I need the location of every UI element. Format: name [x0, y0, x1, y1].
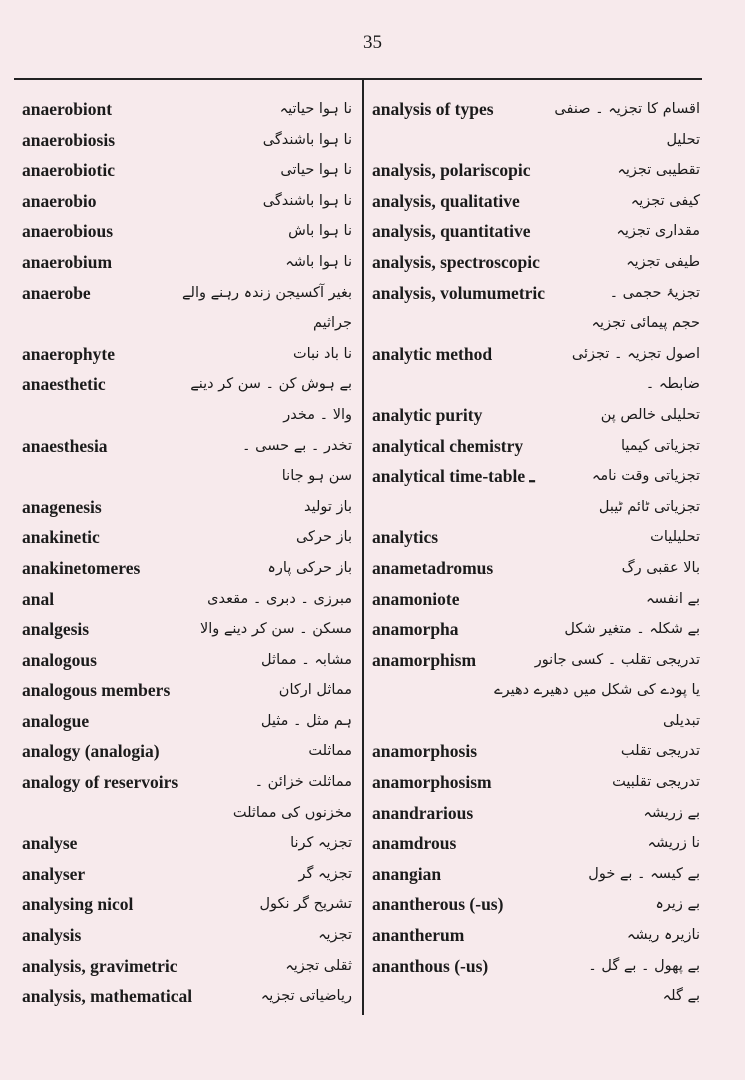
- dictionary-entry: [372, 798, 704, 829]
- dictionary-entry: [372, 492, 704, 523]
- urdu-definition-continuation: ضابطہ ۔: [645, 376, 700, 393]
- dictionary-entry: [22, 247, 356, 278]
- english-term: anametadromus: [372, 557, 494, 578]
- english-term: anaerobe: [22, 282, 91, 303]
- dictionary-entry: [372, 553, 704, 584]
- english-term: anamoniote: [372, 588, 460, 609]
- english-term: analysis, polariscopic: [372, 160, 531, 181]
- urdu-definition: نا ہوا باشندگی: [262, 131, 352, 148]
- urdu-definition: تقطیبی تجزیہ: [617, 162, 700, 179]
- urdu-definition: مماثل ارکان: [278, 682, 352, 699]
- urdu-definition: ثقلی تجزیہ: [285, 957, 352, 974]
- dictionary-entry: [372, 339, 704, 370]
- english-term: analogy (analogia): [22, 741, 160, 762]
- english-term: analysis of types: [372, 99, 494, 119]
- dictionary-entry: [372, 584, 704, 615]
- dictionary-entry: [22, 951, 356, 982]
- english-term: analysis, spectroscopic: [372, 251, 540, 272]
- dictionary-entry: [372, 706, 704, 737]
- urdu-definition: تدریجی تقلب: [620, 743, 700, 760]
- urdu-definition: مماثلت خزائن ۔: [254, 774, 352, 791]
- english-term: analytical time-table ـ: [372, 466, 535, 487]
- english-term: anaerobiotic: [22, 160, 116, 181]
- dictionary-entry: [372, 981, 704, 1012]
- dictionary-entry: [22, 920, 356, 951]
- dictionary-entry: [372, 859, 704, 890]
- urdu-definition: نا ہوا باشہ: [285, 253, 352, 270]
- urdu-definition: تجزیہ کرنا: [290, 835, 352, 852]
- dictionary-entry: [22, 798, 356, 829]
- urdu-definition: اقسام کا تجزیہ ۔ صنفی: [554, 101, 700, 117]
- english-term: anantherum: [372, 925, 465, 946]
- urdu-definition-continuation: تجزیاتی ٹائم ٹیبل: [598, 498, 700, 515]
- urdu-definition: نا ہوا باشندگی: [262, 192, 352, 209]
- dictionary-entry: [22, 859, 356, 890]
- urdu-definition: کیفی تجزیہ: [630, 192, 700, 209]
- urdu-definition: مسکن ۔ سن کر دینے والا: [199, 621, 352, 638]
- urdu-definition-continuation: سن ہو جانا: [281, 468, 352, 485]
- dictionary-entry: [372, 767, 704, 798]
- english-term: ananthous (-us): [372, 955, 489, 976]
- english-term: anaesthesia: [22, 435, 108, 456]
- english-term: analysis: [22, 925, 82, 946]
- dictionary-entry: [22, 522, 356, 553]
- urdu-definition: اصول تجزیہ ۔ تجزئی: [571, 345, 700, 362]
- english-term: anaerobious: [22, 221, 114, 242]
- urdu-definition: تدریجی تقلبیت: [612, 774, 700, 791]
- dictionary-entry: [372, 522, 704, 553]
- english-term: analysis, volumumetric: [372, 282, 546, 303]
- dictionary-entry: [22, 828, 356, 859]
- english-term: analysis, gravimetric: [22, 955, 178, 976]
- dictionary-entry: [22, 431, 356, 462]
- urdu-definition: ہم مثل ۔ مثیل: [260, 712, 352, 729]
- dictionary-entry: [22, 125, 356, 156]
- urdu-definition: تجزیہ: [318, 927, 352, 944]
- urdu-definition-continuation: جراثیم: [312, 315, 352, 332]
- urdu-definition: نا ہوا حیاتیہ: [279, 101, 352, 117]
- column-divider: [362, 80, 364, 1015]
- urdu-definition-continuation: یا پودے کی شکل میں دھیرے دھیرے: [494, 682, 700, 699]
- english-term: anaerophyte: [22, 343, 116, 364]
- urdu-definition-continuation: مخزنوں کی مماثلت: [232, 804, 352, 821]
- english-term: anamorphism: [372, 649, 477, 670]
- urdu-definition: نازیرہ ریشہ: [626, 927, 700, 944]
- urdu-definition: مقداری تجزیہ: [616, 223, 700, 240]
- dictionary-entry: [372, 889, 704, 920]
- urdu-definition: مماثلت: [308, 743, 352, 760]
- urdu-definition: بے کیسہ ۔ بے خول: [588, 865, 700, 882]
- english-term: anandrarious: [372, 802, 474, 823]
- dictionary-entry: [372, 278, 704, 309]
- dictionary-entry: [22, 308, 356, 339]
- english-term: analogous: [22, 649, 97, 670]
- dictionary-entry: [372, 94, 704, 125]
- english-term: analyser: [22, 863, 86, 884]
- urdu-definition: نا ہوا حیاتی: [280, 162, 352, 179]
- urdu-definition: بے زیرہ: [655, 896, 700, 913]
- dictionary-entry: [372, 400, 704, 431]
- urdu-definition: بے زریشہ: [643, 804, 700, 821]
- dictionary-entry: [22, 400, 356, 431]
- dictionary-entry: [372, 461, 704, 492]
- urdu-definition-continuation: حجم پیمائی تجزیہ: [591, 315, 700, 332]
- dictionary-entry: [372, 125, 704, 156]
- dictionary-entry: [22, 553, 356, 584]
- urdu-definition-continuation: بے گلہ: [662, 988, 700, 1005]
- urdu-definition: بے ہوش کن ۔ سن کر دینے: [190, 376, 352, 393]
- dictionary-entry: [372, 431, 704, 462]
- dictionary-entry: [22, 675, 356, 706]
- right-column: [372, 94, 704, 1012]
- english-term: anakinetic: [22, 527, 100, 548]
- urdu-definition: مبرزی ۔ دبری ۔ مقعدی: [207, 590, 352, 607]
- english-term: anaesthetic: [22, 374, 106, 395]
- urdu-definition: بے پھول ۔ بے گل ۔: [588, 957, 700, 974]
- urdu-definition: تدریجی تقلب ۔ کسی جانور: [534, 651, 700, 668]
- dictionary-entry: [372, 155, 704, 186]
- dictionary-entry: [372, 675, 704, 706]
- dictionary-entry: [372, 828, 704, 859]
- english-term: analogy of reservoirs: [22, 772, 179, 793]
- left-column: [22, 94, 356, 1012]
- english-term: anaerobium: [22, 251, 113, 272]
- dictionary-entry: [372, 645, 704, 676]
- english-term: analytic purity: [372, 404, 483, 425]
- english-term: analytic method: [372, 343, 493, 364]
- urdu-definition: بغیر آکسیجن زندہ رہنے والے: [182, 284, 352, 301]
- dictionary-entry: [372, 736, 704, 767]
- english-term: analysis, qualitative: [372, 190, 520, 211]
- urdu-definition: تجزیۂ حجمی ۔: [609, 284, 700, 301]
- english-term: anamorphosis: [372, 741, 478, 762]
- english-term: analogue: [22, 710, 90, 731]
- dictionary-entry: [22, 492, 356, 523]
- english-term: anaerobio: [22, 190, 97, 211]
- dictionary-entry: [372, 308, 704, 339]
- top-rule: [14, 78, 702, 80]
- dictionary-entry: [22, 461, 356, 492]
- dictionary-entry: [22, 186, 356, 217]
- dictionary-entry: [22, 584, 356, 615]
- english-term: anamdrous: [372, 833, 457, 854]
- english-term: analysis, mathematical: [22, 986, 193, 1007]
- english-term: anantherous (-us): [372, 894, 504, 915]
- dictionary-entry: [22, 706, 356, 737]
- english-term: anaerobiosis: [22, 129, 116, 150]
- urdu-definition: باز حرکی پارہ: [267, 559, 352, 576]
- urdu-definition: بے شکلہ ۔ متغیر شکل: [564, 621, 700, 638]
- english-term: analogous members: [22, 680, 171, 701]
- dictionary-entry: [22, 216, 356, 247]
- english-term: anaerobiont: [22, 99, 113, 119]
- english-term: anal: [22, 588, 55, 609]
- urdu-definition: بے انفسہ: [646, 590, 700, 607]
- dictionary-entry: [22, 369, 356, 400]
- dictionary-entry: [22, 645, 356, 676]
- urdu-definition: نا باد نبات: [292, 345, 352, 362]
- urdu-definition: تحلیلی خالص پن: [600, 406, 700, 423]
- urdu-definition: تجزیاتی کیمیا: [620, 437, 700, 454]
- english-term: analysing nicol: [22, 894, 134, 915]
- english-term: anamorphosism: [372, 772, 492, 793]
- dictionary-entry: [22, 736, 356, 767]
- dictionary-entry: [372, 951, 704, 982]
- urdu-definition-continuation: تبدیلی: [663, 712, 700, 729]
- urdu-definition: تحلیلیات: [650, 529, 700, 546]
- english-term: anamorpha: [372, 619, 459, 640]
- dictionary-entry: [372, 186, 704, 217]
- urdu-definition-continuation: تحلیل: [666, 131, 700, 148]
- page-number: 35: [363, 32, 382, 53]
- dictionary-entry: [22, 94, 356, 125]
- dictionary-entry: [372, 614, 704, 645]
- urdu-definition: طیفی تجزیہ: [626, 253, 700, 270]
- urdu-definition: تشریح گر نکول: [259, 896, 352, 913]
- urdu-definition: نا ہوا باش: [288, 223, 352, 240]
- dictionary-entry: [22, 339, 356, 370]
- english-term: anagenesis: [22, 496, 102, 517]
- dictionary-entry: [372, 216, 704, 247]
- english-term: anangian: [372, 863, 442, 884]
- dictionary-entry: [22, 981, 356, 1012]
- dictionary-entry: [372, 920, 704, 951]
- dictionary-entry: [372, 369, 704, 400]
- english-term: analytics: [372, 527, 439, 548]
- urdu-definition: تجزیاتی وقت نامہ: [591, 468, 700, 485]
- urdu-definition: باز تولید: [304, 498, 352, 515]
- urdu-definition: مشابہ ۔ مماثل: [261, 651, 352, 668]
- urdu-definition: باز حرکی: [295, 529, 352, 546]
- urdu-definition: ریاضیاتی تجزیہ: [260, 988, 352, 1005]
- dictionary-entry: [22, 767, 356, 798]
- english-term: analyse: [22, 833, 78, 854]
- dictionary-entry: [22, 278, 356, 309]
- english-term: analytical chemistry: [372, 435, 524, 456]
- english-term: analysis, quantitative: [372, 221, 531, 242]
- dictionary-entry: [22, 889, 356, 920]
- english-term: analgesis: [22, 619, 90, 640]
- urdu-definition: تخدر ۔ بے حسی ۔: [242, 437, 352, 454]
- urdu-definition-continuation: والا ۔ مخدر: [283, 406, 352, 423]
- english-term: anakinetomeres: [22, 557, 141, 578]
- urdu-definition: بالا عقبی رگ: [621, 559, 700, 576]
- urdu-definition: تجزیہ گر: [298, 865, 352, 882]
- dictionary-entry: [22, 155, 356, 186]
- urdu-definition: نا زریشہ: [647, 835, 700, 852]
- dictionary-entry: [22, 614, 356, 645]
- dictionary-entry: [372, 247, 704, 278]
